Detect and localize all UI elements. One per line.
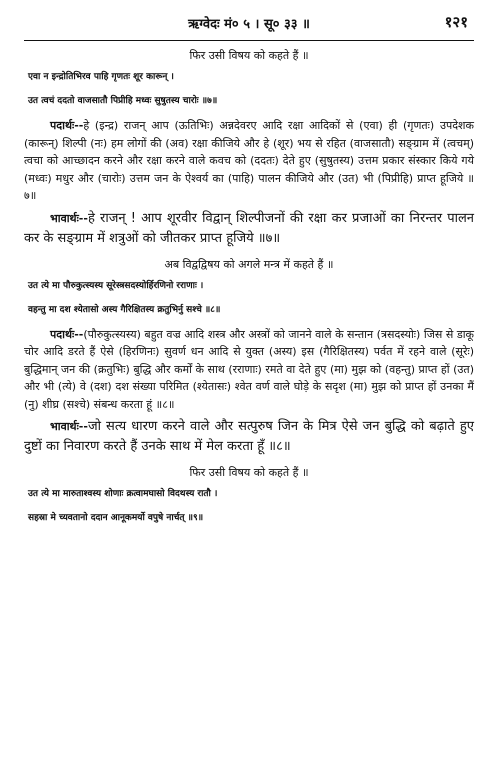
bhavartha-text: हे राजन् ! आप शूरवीर विद्वान् शिल्पीजनों की रक्षा कर प्रजाओं का निरन्तर पालन कर के सङ्ग्राम में शत्रुओं को जीतकर प्राप्त हूजिये ॥७॥	[24, 210, 474, 246]
section-intro: फिर उसी विषय को कहते हैं ॥	[189, 466, 309, 479]
mantra-line: वहन्तु मा दश श्येतासो अस्य गैरिक्षितस्य क्रतुभिर्नु सश्चे ॥८॥	[28, 304, 221, 315]
running-head: ऋग्वेदः मं० ५ । सू० ३३ ॥	[188, 17, 310, 32]
bhavartha-text: जो सत्य धारण करने वाले और सत्पुरुष जिन के मित्र ऐसे जन बुद्धि को बढ़ाते हुए दुष्टों का निवारण करते हैं उनके साथ में मेल करता हूँ ॥८॥	[24, 419, 474, 454]
padartha-paragraph	[24, 326, 474, 414]
section-intro: फिर उसी विषय को कहते हैं ॥	[189, 49, 309, 62]
mantra-line: उत त्वचं ददतो वाजसातौ पिप्रीहि मध्वः सुषुतस्य चारोः ॥७॥	[28, 96, 218, 106]
page-number: १२१	[444, 13, 468, 31]
padartha-label: पदार्थः--	[50, 119, 84, 132]
page-body	[24, 46, 474, 530]
padartha-text: हे (इन्द्र) राजन् आप (ऊतिभिः) अन्नदेवरए आदि रक्षा आदिकों से (एवा) ही (गृणतः) उपदेशक (कारून्) शिल्पी (नः) हम लोगों की (अव) रक्षा कीजिये और हे (शूर) भय से रहित (वाजसातौ) सङ्ग्राम में (त्वचम्) त्वचा को आच्छादन करने और रक्षा करने वाले कवच को (ददतः) देते हुए (सुषुतस्य) उत्तम प्रकार संस्कार किये गये (मध्वः) मधुर और (चारोः) उत्तम जन के ऐश्वर्य का (पाहि) पालन कीजिये और (उत) भी (पिप्रीहि) प्राप्त हूजिये ॥७॥	[24, 119, 474, 202]
padartha-text: (पौरुकुत्स्यस्य) बहुत वज्र आदि शस्त्र और अस्त्रों को जानने वाले के सन्तान (त्रसदस्योः) जिस से डाकू चोर आदि डरते हैं ऐसे (हिरणिनः) सुवर्ण धन आदि से युक्त (अस्य) इस (गैरिक्षितस्य) पर्वत में रहने वाले (सूरेः) बुद्धिमान् जन की (क्रतुभिः) बुद्धि और कर्मों के साथ (रराणाः) रमते वा देते हुए (मा) मुझ को (वहन्तु) प्राप्त हों (उत) और भी (त्ये) वे (दश) दश संख्या परिमित (श्येतासः) श्वेत वर्ण वाले घोड़े के सदृश (मा) मुझ को प्राप्त हों उनका मैं (नु) शीघ्र (सश्चे) संबन्ध करता हूं ॥८॥	[24, 327, 474, 411]
bhavartha-paragraph	[24, 209, 474, 249]
section-intro: अब विद्वद्विषय को अगले मन्त्र में कहते हैं ॥	[164, 257, 334, 271]
mantra-line: उत त्ये मा मारुताश्वस्य शोणाः क्रत्वामघासो विदथस्य रातौ ।	[28, 489, 218, 499]
header-rule	[24, 40, 474, 41]
bhavartha-label: भावार्थः--	[50, 211, 88, 225]
page-header	[0, 10, 498, 38]
mantra-line: एवा न इन्द्रोतिभिरव पाहि गृणतः शूर कारून् ।	[28, 72, 174, 82]
bhavartha-label: भावार्थः--	[50, 420, 88, 433]
mantra-line: सहस्रा मे च्यवतानो ददान आनूकमर्यो वपुषे नार्चत् ॥९॥	[28, 513, 204, 523]
padartha-paragraph	[24, 117, 474, 205]
padartha-label: पदार्थः--	[50, 327, 84, 341]
mantra-line: उत त्ये मा पौरुकुत्स्यस्य सूरेस्त्रसदस्योर्हिरणिनो रराणाः ।	[28, 280, 204, 291]
bhavartha-paragraph	[24, 417, 474, 457]
